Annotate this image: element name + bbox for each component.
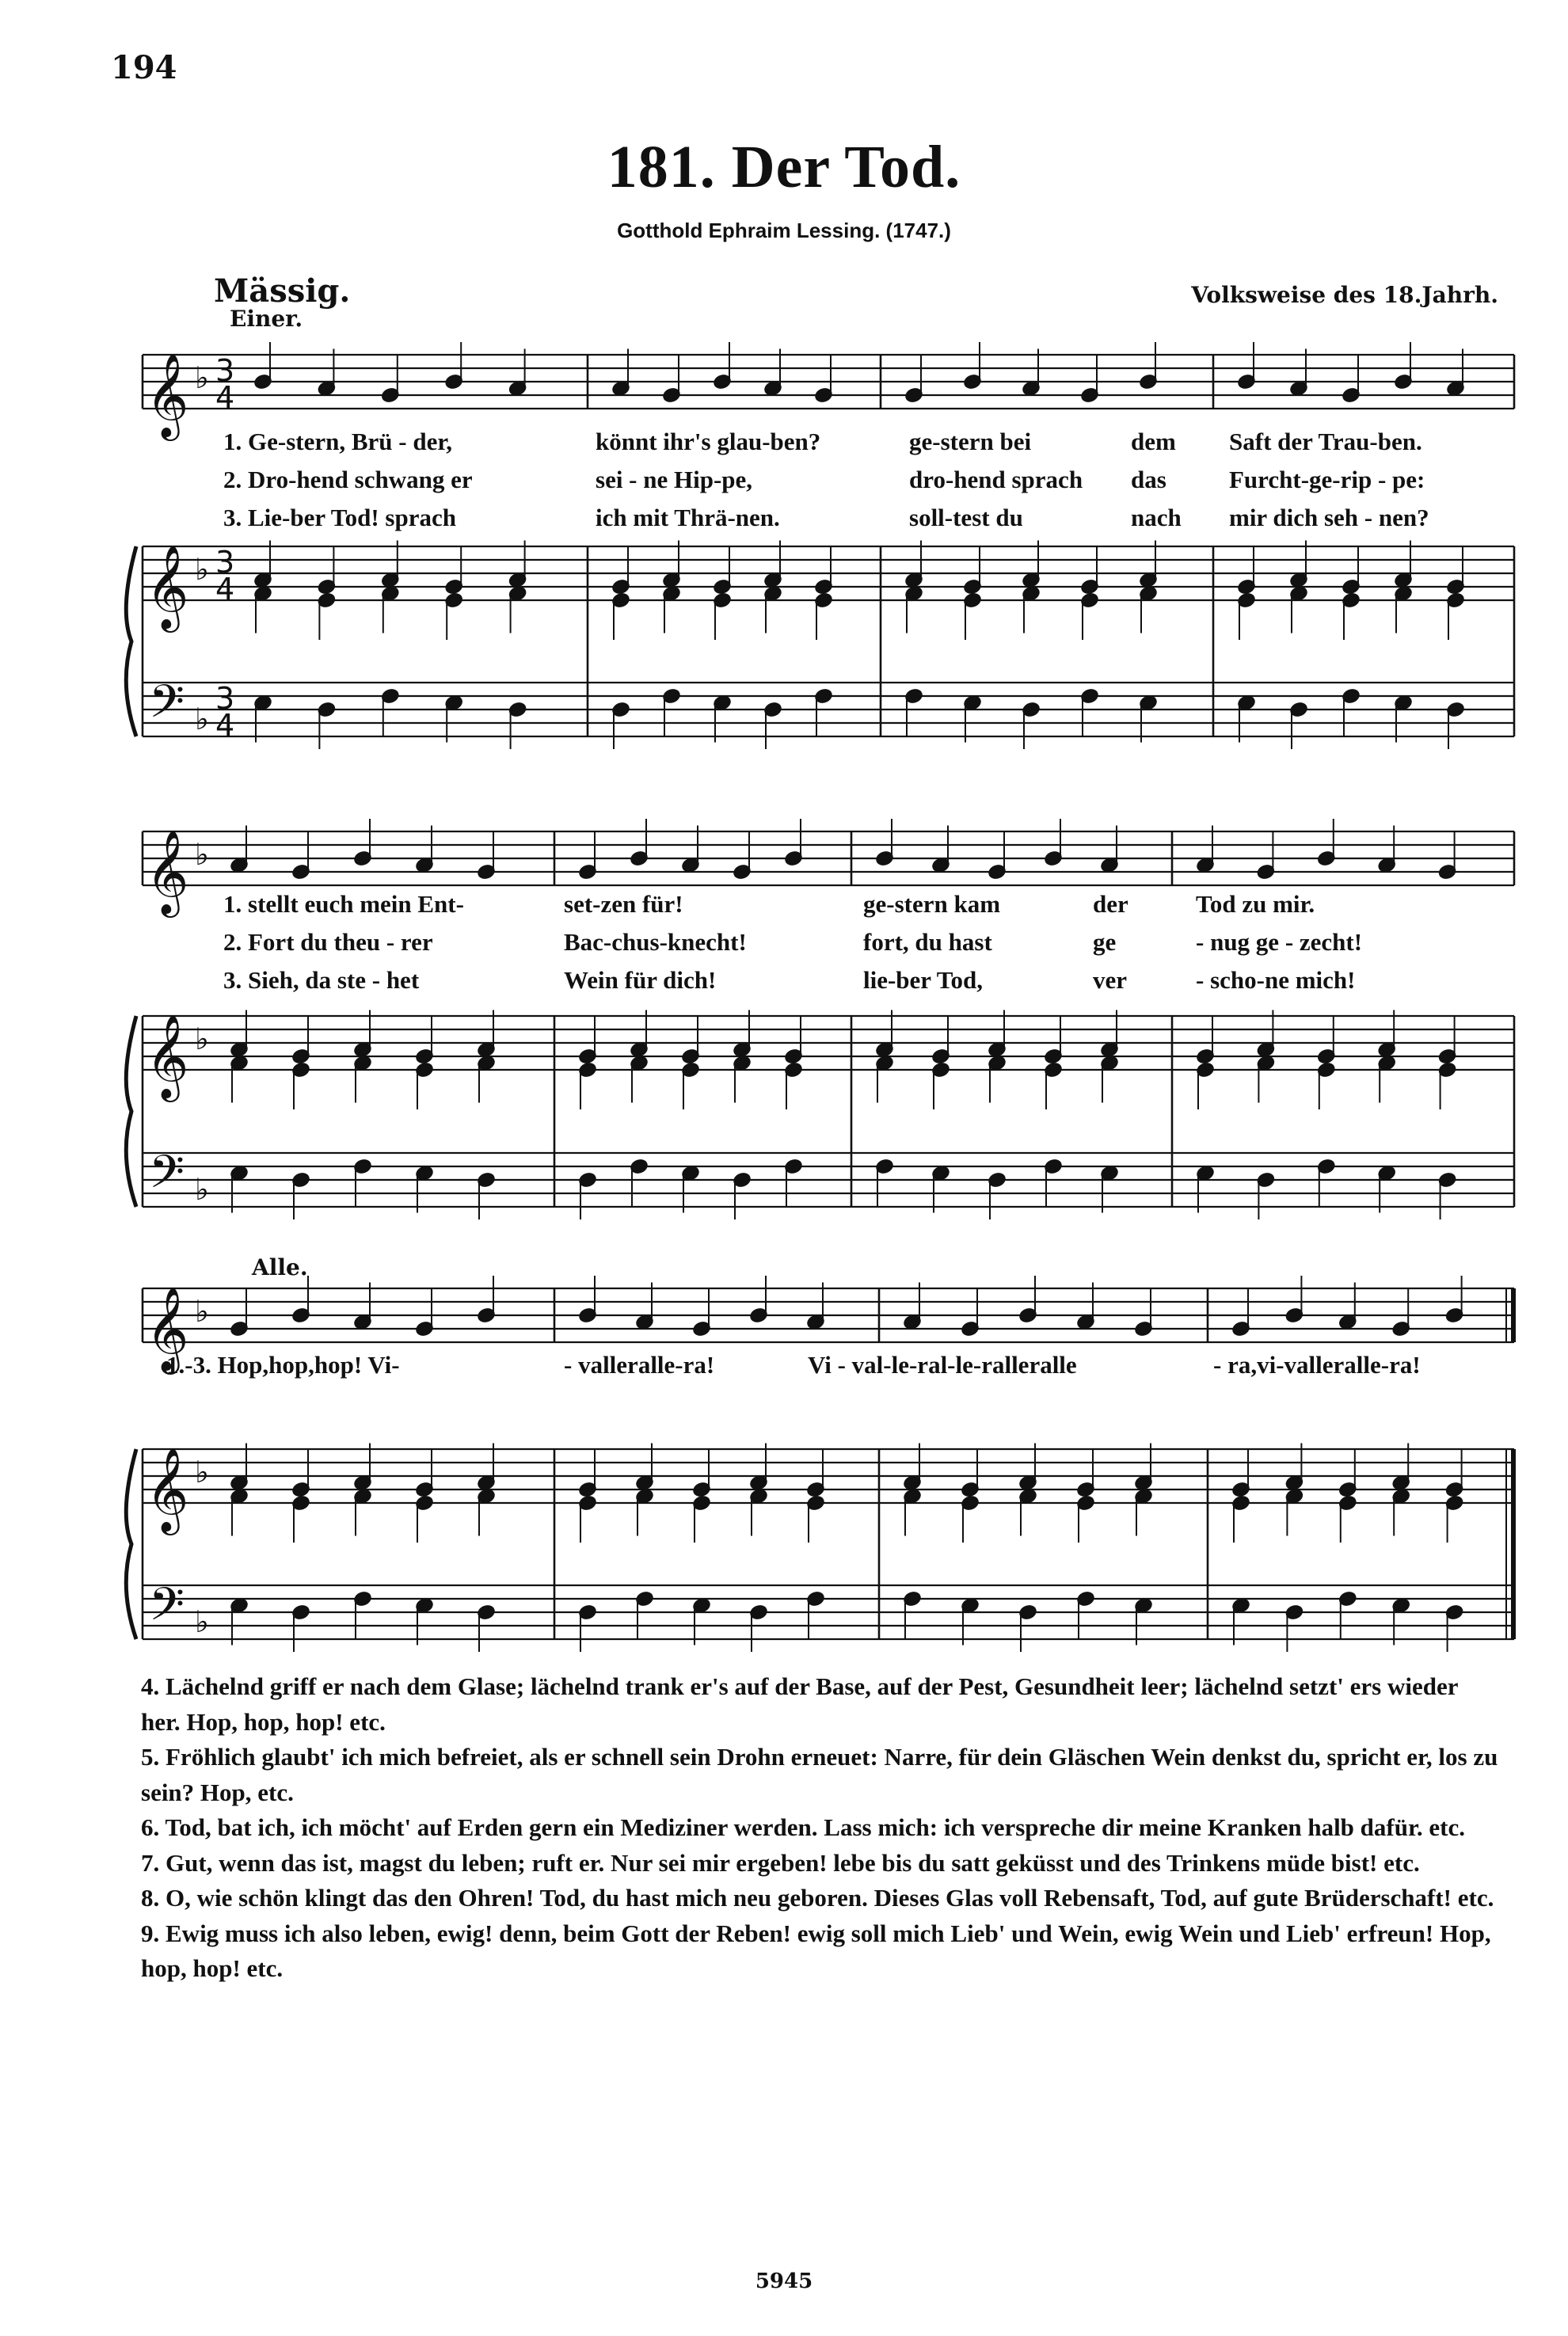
lyric-s1-v2-part1: 2. Dro-hend schwang er — [223, 466, 473, 493]
final-barline-thick — [1511, 1288, 1516, 1342]
system-1-flat-icon: ♭ — [195, 552, 209, 587]
lyric-s2-v3-part2: Wein für dich! — [564, 966, 717, 994]
lyric-s1-v2-part2: sei - ne Hip-pe, — [596, 466, 753, 493]
page-number: 194 — [111, 49, 177, 86]
system-3-treble-clef-icon: 𝄞 — [146, 1447, 189, 1531]
system-3-bass-clef-icon: 𝄢 — [149, 1577, 185, 1642]
system-3-piano-brace — [126, 1449, 136, 1639]
system-3-flat-icon: ♭ — [195, 1455, 209, 1489]
verse-8: 8. O, wie schön klingt das den Ohren! Tod, du hast mich neu geboren. Dieses Glas voll Rebensaft, Tod, auf gute Brüderschaft! etc. — [141, 1884, 1494, 1912]
time-signature-bottom: 4 — [215, 572, 235, 607]
lyric-s1-v2-part4: das — [1131, 466, 1166, 493]
lyric-s1-v3-part2: ich mit Thrä-nen. — [596, 504, 780, 531]
system-2-flat-icon: ♭ — [195, 837, 209, 872]
lyric-s1-v3-part4: nach — [1131, 504, 1182, 531]
lyric-s1-v3-part5: mir dich seh - nen? — [1229, 504, 1429, 531]
verse-6: 6. Tod, bat ich, ich möcht' auf Erden gern ein Mediziner werden. Lass mich: ich verspreche dir meine Kranken halb dafür. etc. — [141, 1813, 1465, 1841]
lyric-s1-v3-part3: soll-test du — [909, 504, 1023, 531]
lyric-s2-v2-part4: ge — [1093, 928, 1117, 956]
chorus-label: Alle. — [252, 1254, 308, 1280]
lyric-s1-v1-part1: 1. Ge-stern, Brü - der, — [223, 428, 453, 455]
lyric-s3-v1-part1: 1.-3. Hop,hop,hop! Vi- — [166, 1351, 400, 1379]
lyric-s3-v1-part2: - valleralle-ra! — [564, 1351, 715, 1379]
lyric-s2-v2-part1: 2. Fort du theu - rer — [223, 928, 433, 956]
system-1-treble-clef-icon: 𝄞 — [146, 352, 189, 437]
time-signature-top: 3 — [215, 681, 235, 716]
lyric-s2-v1-part1: 1. stellt euch mein Ent- — [223, 890, 464, 918]
lyric-s3-v1-part4: - ra,vi-valleralle-ra! — [1213, 1351, 1421, 1379]
system-1-bass-clef-icon: 𝄢 — [149, 675, 185, 740]
lyric-s1-v1-part3: ge-stern bei — [909, 428, 1032, 455]
melody-source: Volksweise des 18.Jahrh. — [1191, 282, 1498, 308]
lyric-s1-v1-part5: Saft der Trau-ben. — [1229, 428, 1422, 455]
additional-verses — [141, 1669, 1503, 1987]
tempo-marking: Mässig. — [214, 272, 351, 310]
system-1-flat-icon: ♭ — [195, 360, 209, 395]
verse-7: 7. Gut, wenn das ist, magst du leben; ruft er. Nur sei mir ergeben! lebe bis du satt geküsst und des Trinkens müde bist! etc. — [141, 1848, 1420, 1877]
lyric-s2-v1-part4: der — [1093, 890, 1128, 918]
system-2-flat-icon: ♭ — [195, 1172, 209, 1207]
system-2-treble-clef-icon: 𝄞 — [146, 1014, 189, 1098]
time-signature-bottom: 4 — [215, 380, 235, 415]
system-1-treble-clef-icon: 𝄞 — [146, 544, 189, 629]
system-3-flat-icon: ♭ — [195, 1604, 209, 1639]
lyric-s2-v3-part4: ver — [1093, 966, 1128, 994]
system-2-piano-brace — [126, 1016, 136, 1207]
system-2-bass-clef-icon: 𝄢 — [149, 1145, 185, 1210]
lyric-s2-v3-part1: 3. Sieh, da ste - het — [223, 966, 420, 994]
voice-label: Einer. — [230, 306, 303, 332]
lyric-s2-v2-part3: fort, du hast — [863, 928, 992, 956]
verse-5: 5. Fröhlich glaubt' ich mich befreiet, als er schnell sein Drohn erneuet: Narre, für dein Gläschen Wein denkst du, spricht er, los zu sein? Hop, etc. — [141, 1743, 1498, 1806]
lyric-s2-v1-part5: Tod zu mir. — [1196, 890, 1315, 918]
system-2-flat-icon: ♭ — [195, 1022, 209, 1056]
lyric-s2-v2-part2: Bac-chus-knecht! — [564, 928, 747, 956]
lyric-s2-v1-part2: set-zen für! — [564, 890, 683, 918]
system-1-flat-icon: ♭ — [195, 702, 209, 736]
system-3-flat-icon: ♭ — [195, 1294, 209, 1329]
lyric-s2-v1-part3: ge-stern kam — [863, 890, 1001, 918]
plate-number: 5945 — [755, 2269, 813, 2293]
system-2-treble-clef-icon: 𝄞 — [146, 829, 189, 914]
song-title: 181. Der Tod. — [607, 134, 961, 200]
poet-credit: Gotthold Ephraim Lessing. (1747.) — [617, 219, 951, 242]
final-barline-thick — [1511, 1449, 1516, 1639]
lyric-s2-v3-part5: - scho-ne mich! — [1196, 966, 1356, 994]
time-signature-top: 3 — [215, 545, 235, 580]
lyric-s1-v1-part2: könnt ihr's glau-ben? — [596, 428, 821, 455]
lyric-s1-v3-part1: 3. Lie-ber Tod! sprach — [223, 504, 456, 531]
lyric-s2-v2-part5: - nug ge - zecht! — [1196, 928, 1363, 956]
lyric-s2-v3-part3: lie-ber Tod, — [863, 966, 984, 994]
system-3-treble-clef-icon: 𝄞 — [146, 1286, 189, 1371]
lyric-s1-v1-part4: dem — [1131, 428, 1176, 455]
time-signature-bottom: 4 — [215, 708, 235, 743]
system-1-piano-brace — [126, 546, 136, 736]
lyric-s1-v2-part5: Furcht-ge-rip - pe: — [1229, 466, 1425, 493]
verse-9: 9. Ewig muss ich also leben, ewig! denn, beim Gott der Reben! ewig soll mich Lieb' und Wein, ewig Wein und Lieb' erfreun! Hop, hop, hop! etc. — [141, 1919, 1491, 1982]
time-signature-top: 3 — [215, 353, 235, 388]
lyric-s1-v2-part3: dro-hend sprach — [909, 466, 1083, 493]
lyric-s3-v1-part3: Vi - val-le-ral-le-ralleralle — [808, 1351, 1077, 1379]
verse-4: 4. Lächelnd griff er nach dem Glase; lächelnd trank er's auf der Base, auf der Pest, Gesundheit leer; lächelnd setzt' ers wieder her. Hop, hop, hop! etc. — [141, 1672, 1458, 1736]
